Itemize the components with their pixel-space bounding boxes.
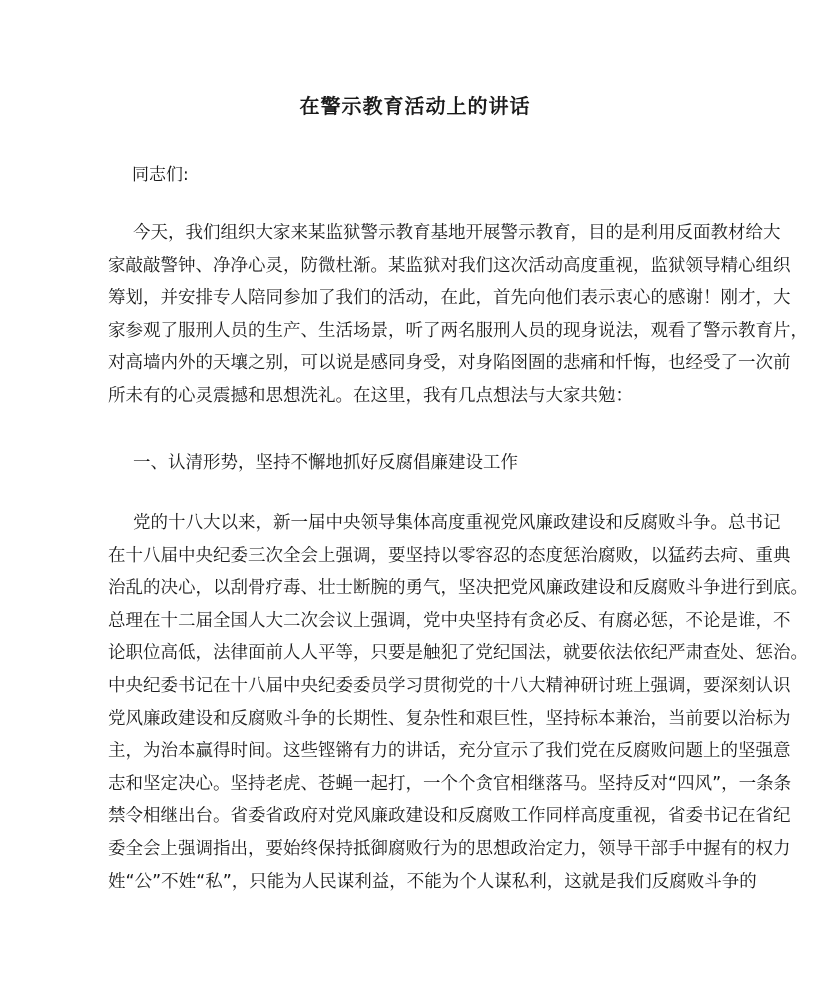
text-line: 主，为治本赢得时间。这些铿锵有力的讲话，充分宣示了我们党在反腐败问题上的坚强意 [108,741,791,762]
text-line: 筹划，并安排专人陪同参加了我们的活动，在此，首先向他们表示衷心的感谢！刚才，大 [108,288,791,309]
text-line: 今天，我们组织大家来某监狱警示教育基地开展警示教育，目的是利用反面教材给大 [133,223,781,243]
paragraph-intro [108,217,808,413]
document-title: 在警示教育活动上的讲话 [299,94,531,118]
text-line: 在十八届中央纪委三次全会上强调，要坚持以零容忍的态度惩治腐败，以猛药去疴、重典 [108,545,791,566]
text-line: 禁令相继出台。省委省政府对党风廉政建设和反腐败工作同样高度重视，省委书记在省纪 [108,806,791,827]
text-line: 家参观了服刑人员的生产、生活场景，听了两名服刑人员的现身说法，观看了警示教育片， [108,320,808,341]
text-line: 姓“公”不姓“私”，只能为人民谋利益，不能为个人谋私利，这就是我们反腐败斗争的 [108,871,757,892]
text-line: 志和坚定决心。坚持老虎、苍蝇一起打，一个个贪官相继落马。坚持反对“四风”，一条条 [108,773,792,794]
text-line: 党风廉政建设和反腐败斗争的长期性、复杂性和艰巨性，坚持标本兼治，当前要以治标为 [108,708,791,729]
text-line: 对高墙内外的天壤之别，可以说是感同身受，对身陷囹圄的悲痛和忏悔，也经受了一次前 [108,353,791,374]
text-line: 论职位高低，法律面前人人平等，只要是触犯了党纪国法，就要依法依纪严肃查处、惩治。 [108,643,808,664]
text-line: 中央纪委书记在十八届中央纪委委员学习贯彻党的十八大精神研讨班上强调，要深刻认识 [108,675,791,696]
text-line: 所未有的心灵震撼和思想洗礼。在这里，我有几点想法与大家共勉： [108,385,633,406]
text-line: 党的十八大以来，新一届中央领导集体高度重视党风廉政建设和反腐败斗争。总书记 [133,513,781,533]
greeting: 同志们: [132,165,189,185]
text-line: 委全会上强调指出，要始终保持抵御腐败行为的思想政治定力，领导干部手中握有的权力 [108,838,791,859]
section-heading: 一、认清形势，坚持不懈地抓好反腐倡廉建设工作 [133,453,518,473]
text-line: 家敲敲警钟、净净心灵，防微杜渐。某监狱对我们这次活动高度重视，监狱领导精心组织 [108,255,791,276]
paragraph-body [108,507,808,898]
text-line: 总理在十二届全国人大二次会议上强调，党中央坚持有贪必反、有腐必惩，不论是谁，不 [108,610,791,631]
text-line: 治乱的决心，以刮骨疗毒、壮士断腕的勇气，坚决把党风廉政建设和反腐败斗争进行到底。 [108,578,808,599]
